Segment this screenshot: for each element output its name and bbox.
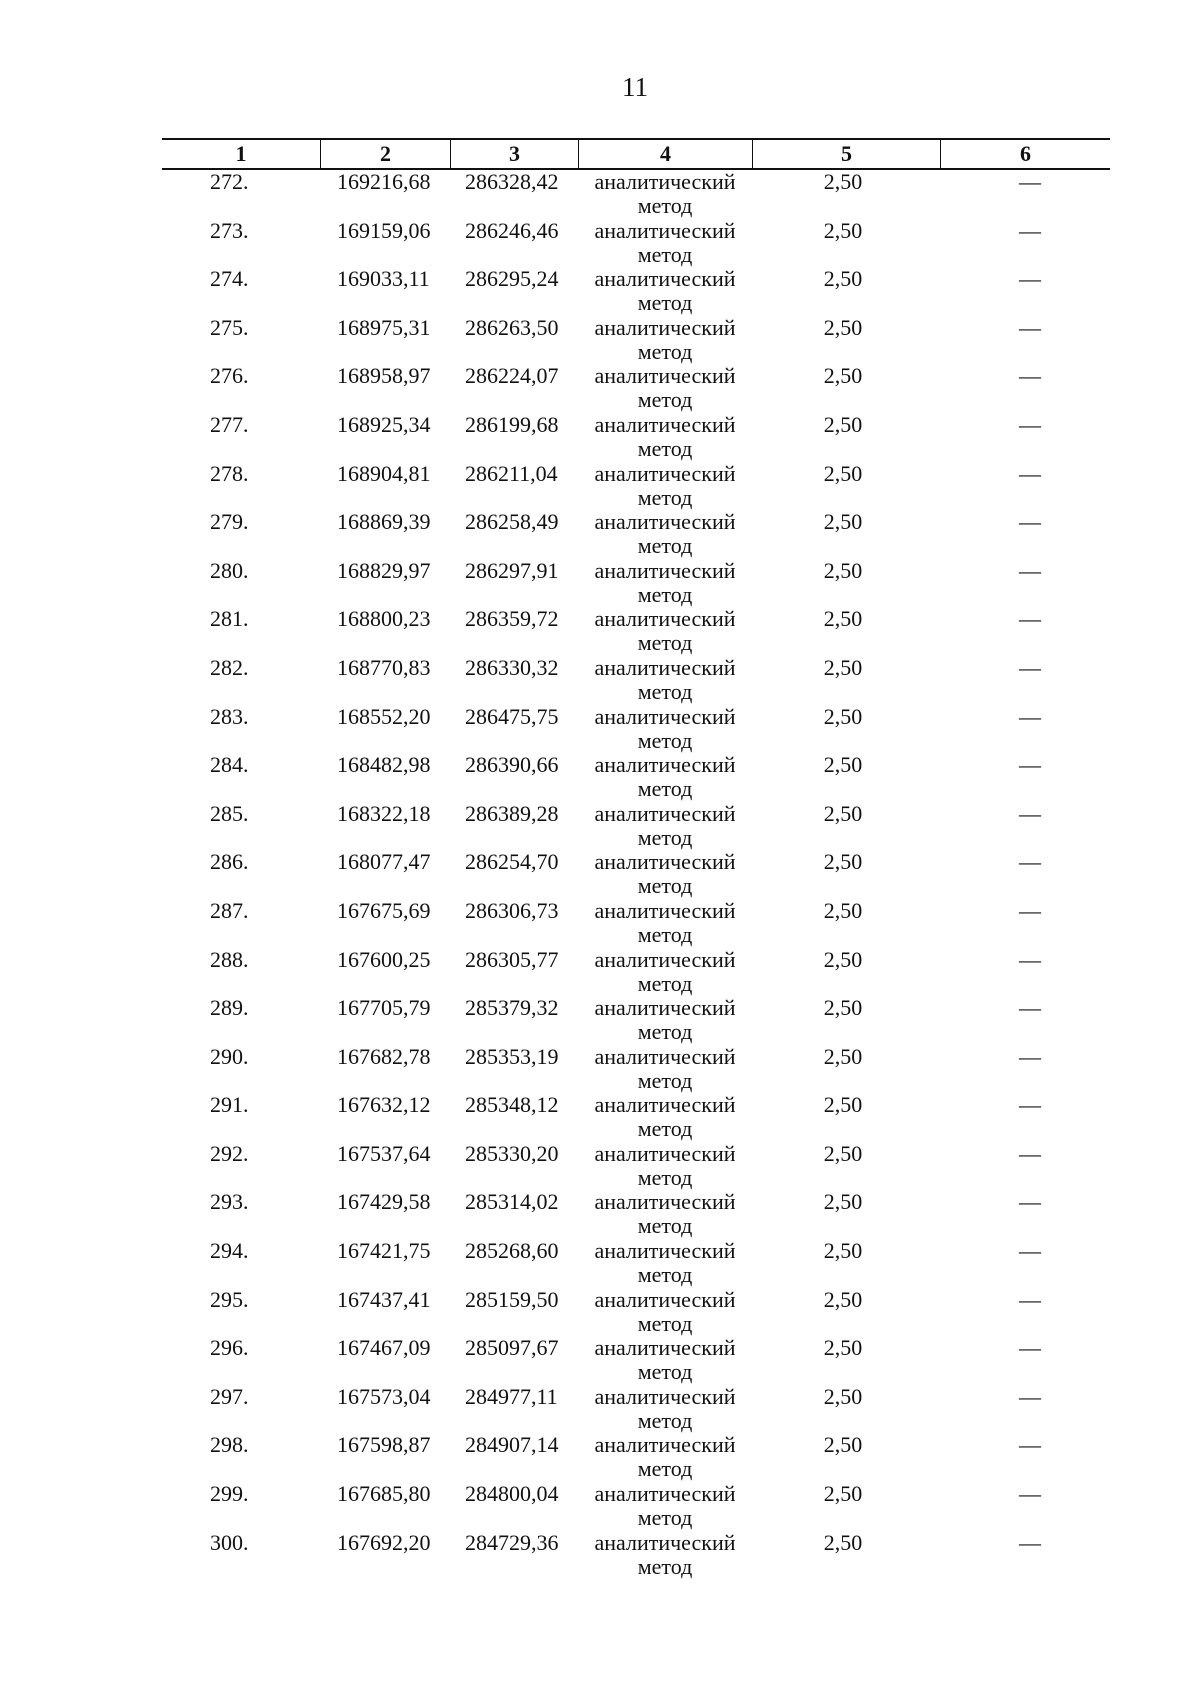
coordinate-x: 168904,81 bbox=[337, 460, 431, 486]
method-line-1: аналитический bbox=[594, 800, 736, 826]
table-row bbox=[0, 1531, 1110, 1580]
table-row bbox=[0, 899, 1110, 948]
table-row bbox=[0, 802, 1110, 851]
method-line-2: метод bbox=[637, 678, 693, 704]
method-line-2: метод bbox=[637, 1262, 693, 1288]
method-line-1: аналитический bbox=[594, 703, 736, 729]
accuracy-value: 2,50 bbox=[823, 1286, 863, 1312]
table-row bbox=[0, 219, 1110, 268]
table-row bbox=[0, 316, 1110, 365]
point-number: 274. bbox=[210, 266, 249, 292]
header-col-4: 4 bbox=[578, 140, 752, 168]
coordinate-x: 168552,20 bbox=[337, 703, 431, 729]
method-line-1: аналитический bbox=[594, 363, 736, 389]
point-number: 295. bbox=[210, 1286, 249, 1312]
accuracy-value: 2,50 bbox=[823, 1383, 863, 1409]
note-dash: — bbox=[1019, 1432, 1041, 1458]
coordinate-y: 286359,72 bbox=[465, 606, 559, 632]
coordinate-x: 168077,47 bbox=[337, 849, 431, 875]
accuracy-value: 2,50 bbox=[823, 1335, 863, 1361]
coordinate-y: 286211,04 bbox=[465, 460, 558, 486]
coordinate-x: 168482,98 bbox=[337, 752, 431, 778]
header-col-6: 6 bbox=[940, 140, 1110, 168]
page-number: 11 bbox=[622, 72, 648, 102]
method-line-1: аналитический bbox=[594, 849, 736, 875]
method-cell bbox=[545, 1482, 785, 1530]
table-row bbox=[0, 1045, 1110, 1094]
coordinate-x: 167573,04 bbox=[337, 1383, 431, 1409]
accuracy-value: 2,50 bbox=[823, 557, 863, 583]
method-cell bbox=[545, 607, 785, 655]
method-cell bbox=[545, 850, 785, 898]
coordinate-y: 286330,32 bbox=[465, 654, 559, 680]
coordinate-y: 285330,20 bbox=[465, 1140, 559, 1166]
coordinate-y: 286263,50 bbox=[465, 314, 559, 340]
accuracy-value: 2,50 bbox=[823, 1432, 863, 1458]
note-dash: — bbox=[1019, 411, 1041, 437]
accuracy-value: 2,50 bbox=[823, 703, 863, 729]
method-cell bbox=[545, 364, 785, 412]
table-row bbox=[0, 996, 1110, 1045]
note-dash: — bbox=[1019, 897, 1041, 923]
coordinate-x: 168869,39 bbox=[337, 509, 431, 535]
note-dash: — bbox=[1019, 1383, 1041, 1409]
method-line-2: метод bbox=[637, 630, 693, 656]
note-dash: — bbox=[1019, 1481, 1041, 1507]
coordinate-x: 167537,64 bbox=[337, 1140, 431, 1166]
point-number: 296. bbox=[210, 1335, 249, 1361]
accuracy-value: 2,50 bbox=[823, 314, 863, 340]
header-col-5: 5 bbox=[752, 140, 940, 168]
note-dash: — bbox=[1019, 1529, 1041, 1555]
method-line-2: метод bbox=[637, 970, 693, 996]
note-dash: — bbox=[1019, 217, 1041, 243]
table-row bbox=[0, 1093, 1110, 1142]
accuracy-value: 2,50 bbox=[823, 460, 863, 486]
coordinate-x: 168925,34 bbox=[337, 411, 431, 437]
note-dash: — bbox=[1019, 946, 1041, 972]
coordinate-x: 167685,80 bbox=[337, 1481, 431, 1507]
coordinate-y: 286254,70 bbox=[465, 849, 559, 875]
point-number: 288. bbox=[210, 946, 249, 972]
accuracy-value: 2,50 bbox=[823, 995, 863, 1021]
accuracy-value: 2,50 bbox=[823, 654, 863, 680]
table-row bbox=[0, 267, 1110, 316]
note-dash: — bbox=[1019, 606, 1041, 632]
coordinate-x: 168958,97 bbox=[337, 363, 431, 389]
method-line-1: аналитический bbox=[594, 1529, 736, 1555]
accuracy-value: 2,50 bbox=[823, 1238, 863, 1264]
method-cell bbox=[545, 1093, 785, 1141]
method-cell bbox=[545, 753, 785, 801]
method-line-2: метод bbox=[637, 776, 693, 802]
point-number: 272. bbox=[210, 169, 249, 194]
table-row bbox=[0, 462, 1110, 511]
note-dash: — bbox=[1019, 1335, 1041, 1361]
method-line-2: метод bbox=[637, 1407, 693, 1433]
coordinate-y: 284907,14 bbox=[465, 1432, 559, 1458]
method-cell bbox=[545, 413, 785, 461]
coordinate-x: 169033,11 bbox=[337, 266, 430, 292]
note-dash: — bbox=[1019, 509, 1041, 535]
table-row bbox=[0, 559, 1110, 608]
method-cell bbox=[545, 1385, 785, 1433]
method-cell bbox=[545, 510, 785, 558]
method-cell bbox=[545, 996, 785, 1044]
coordinate-x: 167692,20 bbox=[337, 1529, 431, 1555]
point-number: 298. bbox=[210, 1432, 249, 1458]
note-dash: — bbox=[1019, 314, 1041, 340]
coordinate-y: 286246,46 bbox=[465, 217, 559, 243]
coordinate-y: 286199,68 bbox=[465, 411, 559, 437]
method-line-2: метод bbox=[637, 338, 693, 364]
point-number: 273. bbox=[210, 217, 249, 243]
table-body bbox=[162, 170, 1110, 1579]
method-line-2: метод bbox=[637, 533, 693, 559]
coordinate-y: 285159,50 bbox=[465, 1286, 559, 1312]
method-line-2: метод bbox=[637, 1213, 693, 1239]
method-line-2: метод bbox=[637, 1019, 693, 1045]
accuracy-value: 2,50 bbox=[823, 946, 863, 972]
accuracy-value: 2,50 bbox=[823, 1140, 863, 1166]
note-dash: — bbox=[1019, 266, 1041, 292]
table-row bbox=[0, 1288, 1110, 1337]
note-dash: — bbox=[1019, 363, 1041, 389]
table-row bbox=[0, 1482, 1110, 1531]
method-line-1: аналитический bbox=[594, 1432, 736, 1458]
note-dash: — bbox=[1019, 1189, 1041, 1215]
method-line-1: аналитический bbox=[594, 411, 736, 437]
coordinate-y: 286305,77 bbox=[465, 946, 559, 972]
coordinate-x: 167675,69 bbox=[337, 897, 431, 923]
note-dash: — bbox=[1019, 557, 1041, 583]
method-cell bbox=[545, 705, 785, 753]
coordinate-y: 286224,07 bbox=[465, 363, 559, 389]
method-cell bbox=[545, 656, 785, 704]
method-cell bbox=[545, 170, 785, 218]
method-line-1: аналитический bbox=[594, 1286, 736, 1312]
coordinate-x: 168322,18 bbox=[337, 800, 431, 826]
table-row bbox=[0, 948, 1110, 997]
accuracy-value: 2,50 bbox=[823, 169, 863, 194]
method-cell bbox=[545, 1190, 785, 1238]
table-row bbox=[0, 1385, 1110, 1434]
method-cell bbox=[545, 802, 785, 850]
method-line-1: аналитический bbox=[594, 1481, 736, 1507]
method-line-2: метод bbox=[637, 290, 693, 316]
coordinate-y: 285353,19 bbox=[465, 1043, 559, 1069]
table-row bbox=[0, 850, 1110, 899]
method-cell bbox=[545, 267, 785, 315]
note-dash: — bbox=[1019, 1286, 1041, 1312]
method-line-1: аналитический bbox=[594, 509, 736, 535]
method-line-1: аналитический bbox=[594, 995, 736, 1021]
coordinate-y: 285314,02 bbox=[465, 1189, 559, 1215]
coordinate-x: 167632,12 bbox=[337, 1092, 431, 1118]
coordinate-x: 168800,23 bbox=[337, 606, 431, 632]
coordinate-x: 167421,75 bbox=[337, 1238, 431, 1264]
accuracy-value: 2,50 bbox=[823, 509, 863, 535]
method-cell bbox=[545, 1239, 785, 1287]
method-cell bbox=[545, 1288, 785, 1336]
method-cell bbox=[545, 1433, 785, 1481]
coordinate-x: 167705,79 bbox=[337, 995, 431, 1021]
note-dash: — bbox=[1019, 703, 1041, 729]
coordinate-x: 167467,09 bbox=[337, 1335, 431, 1361]
coordinate-y: 284800,04 bbox=[465, 1481, 559, 1507]
point-number: 279. bbox=[210, 509, 249, 535]
method-line-2: метод bbox=[637, 727, 693, 753]
accuracy-value: 2,50 bbox=[823, 752, 863, 778]
coordinate-x: 167682,78 bbox=[337, 1043, 431, 1069]
accuracy-value: 2,50 bbox=[823, 217, 863, 243]
coordinate-y: 284729,36 bbox=[465, 1529, 559, 1555]
method-line-1: аналитический bbox=[594, 1335, 736, 1361]
point-number: 280. bbox=[210, 557, 249, 583]
method-line-2: метод bbox=[637, 435, 693, 461]
coordinate-y: 285379,32 bbox=[465, 995, 559, 1021]
accuracy-value: 2,50 bbox=[823, 800, 863, 826]
method-cell bbox=[545, 899, 785, 947]
point-number: 286. bbox=[210, 849, 249, 875]
method-cell bbox=[545, 1045, 785, 1093]
accuracy-value: 2,50 bbox=[823, 1529, 863, 1555]
method-line-2: метод bbox=[637, 241, 693, 267]
coordinate-y: 286328,42 bbox=[465, 169, 559, 194]
coordinate-x: 167437,41 bbox=[337, 1286, 431, 1312]
table-row bbox=[0, 753, 1110, 802]
coordinate-y: 286295,24 bbox=[465, 266, 559, 292]
point-number: 294. bbox=[210, 1238, 249, 1264]
coordinate-y: 286258,49 bbox=[465, 509, 559, 535]
note-dash: — bbox=[1019, 849, 1041, 875]
point-number: 275. bbox=[210, 314, 249, 340]
method-line-2: метод bbox=[637, 824, 693, 850]
accuracy-value: 2,50 bbox=[823, 1043, 863, 1069]
point-number: 300. bbox=[210, 1529, 249, 1555]
table-row bbox=[0, 413, 1110, 462]
point-number: 291. bbox=[210, 1092, 249, 1118]
note-dash: — bbox=[1019, 460, 1041, 486]
method-line-2: метод bbox=[637, 193, 693, 218]
table-row bbox=[0, 170, 1110, 219]
method-line-2: метод bbox=[637, 387, 693, 413]
point-number: 293. bbox=[210, 1189, 249, 1215]
coordinate-x: 168975,31 bbox=[337, 314, 431, 340]
accuracy-value: 2,50 bbox=[823, 897, 863, 923]
note-dash: — bbox=[1019, 995, 1041, 1021]
method-line-2: метод bbox=[637, 581, 693, 607]
coordinate-y: 285097,67 bbox=[465, 1335, 559, 1361]
method-cell bbox=[545, 1336, 785, 1384]
method-line-1: аналитический bbox=[594, 654, 736, 680]
table-row bbox=[0, 607, 1110, 656]
method-line-1: аналитический bbox=[594, 266, 736, 292]
point-number: 283. bbox=[210, 703, 249, 729]
coordinate-y: 286297,91 bbox=[465, 557, 559, 583]
note-dash: — bbox=[1019, 800, 1041, 826]
accuracy-value: 2,50 bbox=[823, 606, 863, 632]
coordinate-x: 168770,83 bbox=[337, 654, 431, 680]
table-row bbox=[0, 1142, 1110, 1191]
coordinate-y: 286306,73 bbox=[465, 897, 559, 923]
table-row bbox=[0, 705, 1110, 754]
point-number: 299. bbox=[210, 1481, 249, 1507]
table-row bbox=[0, 1336, 1110, 1385]
method-line-1: аналитический bbox=[594, 1092, 736, 1118]
method-line-1: аналитический bbox=[594, 946, 736, 972]
method-cell bbox=[545, 1531, 785, 1579]
method-line-1: аналитический bbox=[594, 1383, 736, 1409]
method-line-1: аналитический bbox=[594, 169, 736, 194]
point-number: 278. bbox=[210, 460, 249, 486]
method-line-2: метод bbox=[637, 484, 693, 510]
method-line-2: метод bbox=[637, 1505, 693, 1531]
point-number: 282. bbox=[210, 654, 249, 680]
note-dash: — bbox=[1019, 1140, 1041, 1166]
note-dash: — bbox=[1019, 1092, 1041, 1118]
point-number: 292. bbox=[210, 1140, 249, 1166]
method-line-2: метод bbox=[637, 873, 693, 899]
note-dash: — bbox=[1019, 1238, 1041, 1264]
point-number: 290. bbox=[210, 1043, 249, 1069]
coordinate-x: 167429,58 bbox=[337, 1189, 431, 1215]
method-cell bbox=[545, 559, 785, 607]
method-line-1: аналитический bbox=[594, 460, 736, 486]
method-line-1: аналитический bbox=[594, 752, 736, 778]
accuracy-value: 2,50 bbox=[823, 849, 863, 875]
method-line-2: метод bbox=[637, 1359, 693, 1385]
table-row bbox=[0, 1433, 1110, 1482]
coordinate-x: 167598,87 bbox=[337, 1432, 431, 1458]
table-row bbox=[0, 656, 1110, 705]
accuracy-value: 2,50 bbox=[823, 1092, 863, 1118]
method-cell bbox=[545, 316, 785, 364]
method-line-2: метод bbox=[637, 1553, 693, 1579]
coordinate-x: 169216,68 bbox=[337, 169, 431, 194]
point-number: 289. bbox=[210, 995, 249, 1021]
method-cell bbox=[545, 219, 785, 267]
point-number: 276. bbox=[210, 363, 249, 389]
point-number: 285. bbox=[210, 800, 249, 826]
table-row bbox=[0, 364, 1110, 413]
accuracy-value: 2,50 bbox=[823, 411, 863, 437]
coordinate-y: 284977,11 bbox=[465, 1383, 558, 1409]
point-number: 287. bbox=[210, 897, 249, 923]
header-col-3: 3 bbox=[450, 140, 578, 168]
coordinate-y: 285348,12 bbox=[465, 1092, 559, 1118]
point-number: 281. bbox=[210, 606, 249, 632]
method-line-2: метод bbox=[637, 1116, 693, 1142]
method-line-1: аналитический bbox=[594, 1043, 736, 1069]
table-row bbox=[0, 1239, 1110, 1288]
method-line-1: аналитический bbox=[594, 1189, 736, 1215]
method-cell bbox=[545, 948, 785, 996]
coordinate-x: 169159,06 bbox=[337, 217, 431, 243]
coordinate-x: 168829,97 bbox=[337, 557, 431, 583]
coordinate-y: 285268,60 bbox=[465, 1238, 559, 1264]
method-line-2: метод bbox=[637, 1456, 693, 1482]
header-col-2: 2 bbox=[320, 140, 450, 168]
method-line-1: аналитический bbox=[594, 1238, 736, 1264]
note-dash: — bbox=[1019, 654, 1041, 680]
note-dash: — bbox=[1019, 169, 1041, 194]
method-line-1: аналитический bbox=[594, 217, 736, 243]
accuracy-value: 2,50 bbox=[823, 363, 863, 389]
method-line-2: метод bbox=[637, 1310, 693, 1336]
accuracy-value: 2,50 bbox=[823, 1481, 863, 1507]
note-dash: — bbox=[1019, 752, 1041, 778]
coordinate-x: 167600,25 bbox=[337, 946, 431, 972]
method-cell bbox=[545, 462, 785, 510]
table-header bbox=[162, 138, 1110, 170]
method-line-2: метод bbox=[637, 921, 693, 947]
method-line-1: аналитический bbox=[594, 557, 736, 583]
method-line-2: метод bbox=[637, 1067, 693, 1093]
table-row bbox=[0, 1190, 1110, 1239]
method-line-1: аналитический bbox=[594, 314, 736, 340]
method-line-1: аналитический bbox=[594, 1140, 736, 1166]
header-col-1: 1 bbox=[235, 141, 247, 166]
table-row bbox=[0, 510, 1110, 559]
coordinate-y: 286475,75 bbox=[465, 703, 559, 729]
method-line-1: аналитический bbox=[594, 897, 736, 923]
point-number: 284. bbox=[210, 752, 249, 778]
method-line-1: аналитический bbox=[594, 606, 736, 632]
coordinate-y: 286389,28 bbox=[465, 800, 559, 826]
method-line-2: метод bbox=[637, 1164, 693, 1190]
point-number: 277. bbox=[210, 411, 249, 437]
coordinate-y: 286390,66 bbox=[465, 752, 559, 778]
note-dash: — bbox=[1019, 1043, 1041, 1069]
point-number: 297. bbox=[210, 1383, 249, 1409]
accuracy-value: 2,50 bbox=[823, 266, 863, 292]
method-cell bbox=[545, 1142, 785, 1190]
accuracy-value: 2,50 bbox=[823, 1189, 863, 1215]
coordinates-table bbox=[162, 138, 1110, 1579]
